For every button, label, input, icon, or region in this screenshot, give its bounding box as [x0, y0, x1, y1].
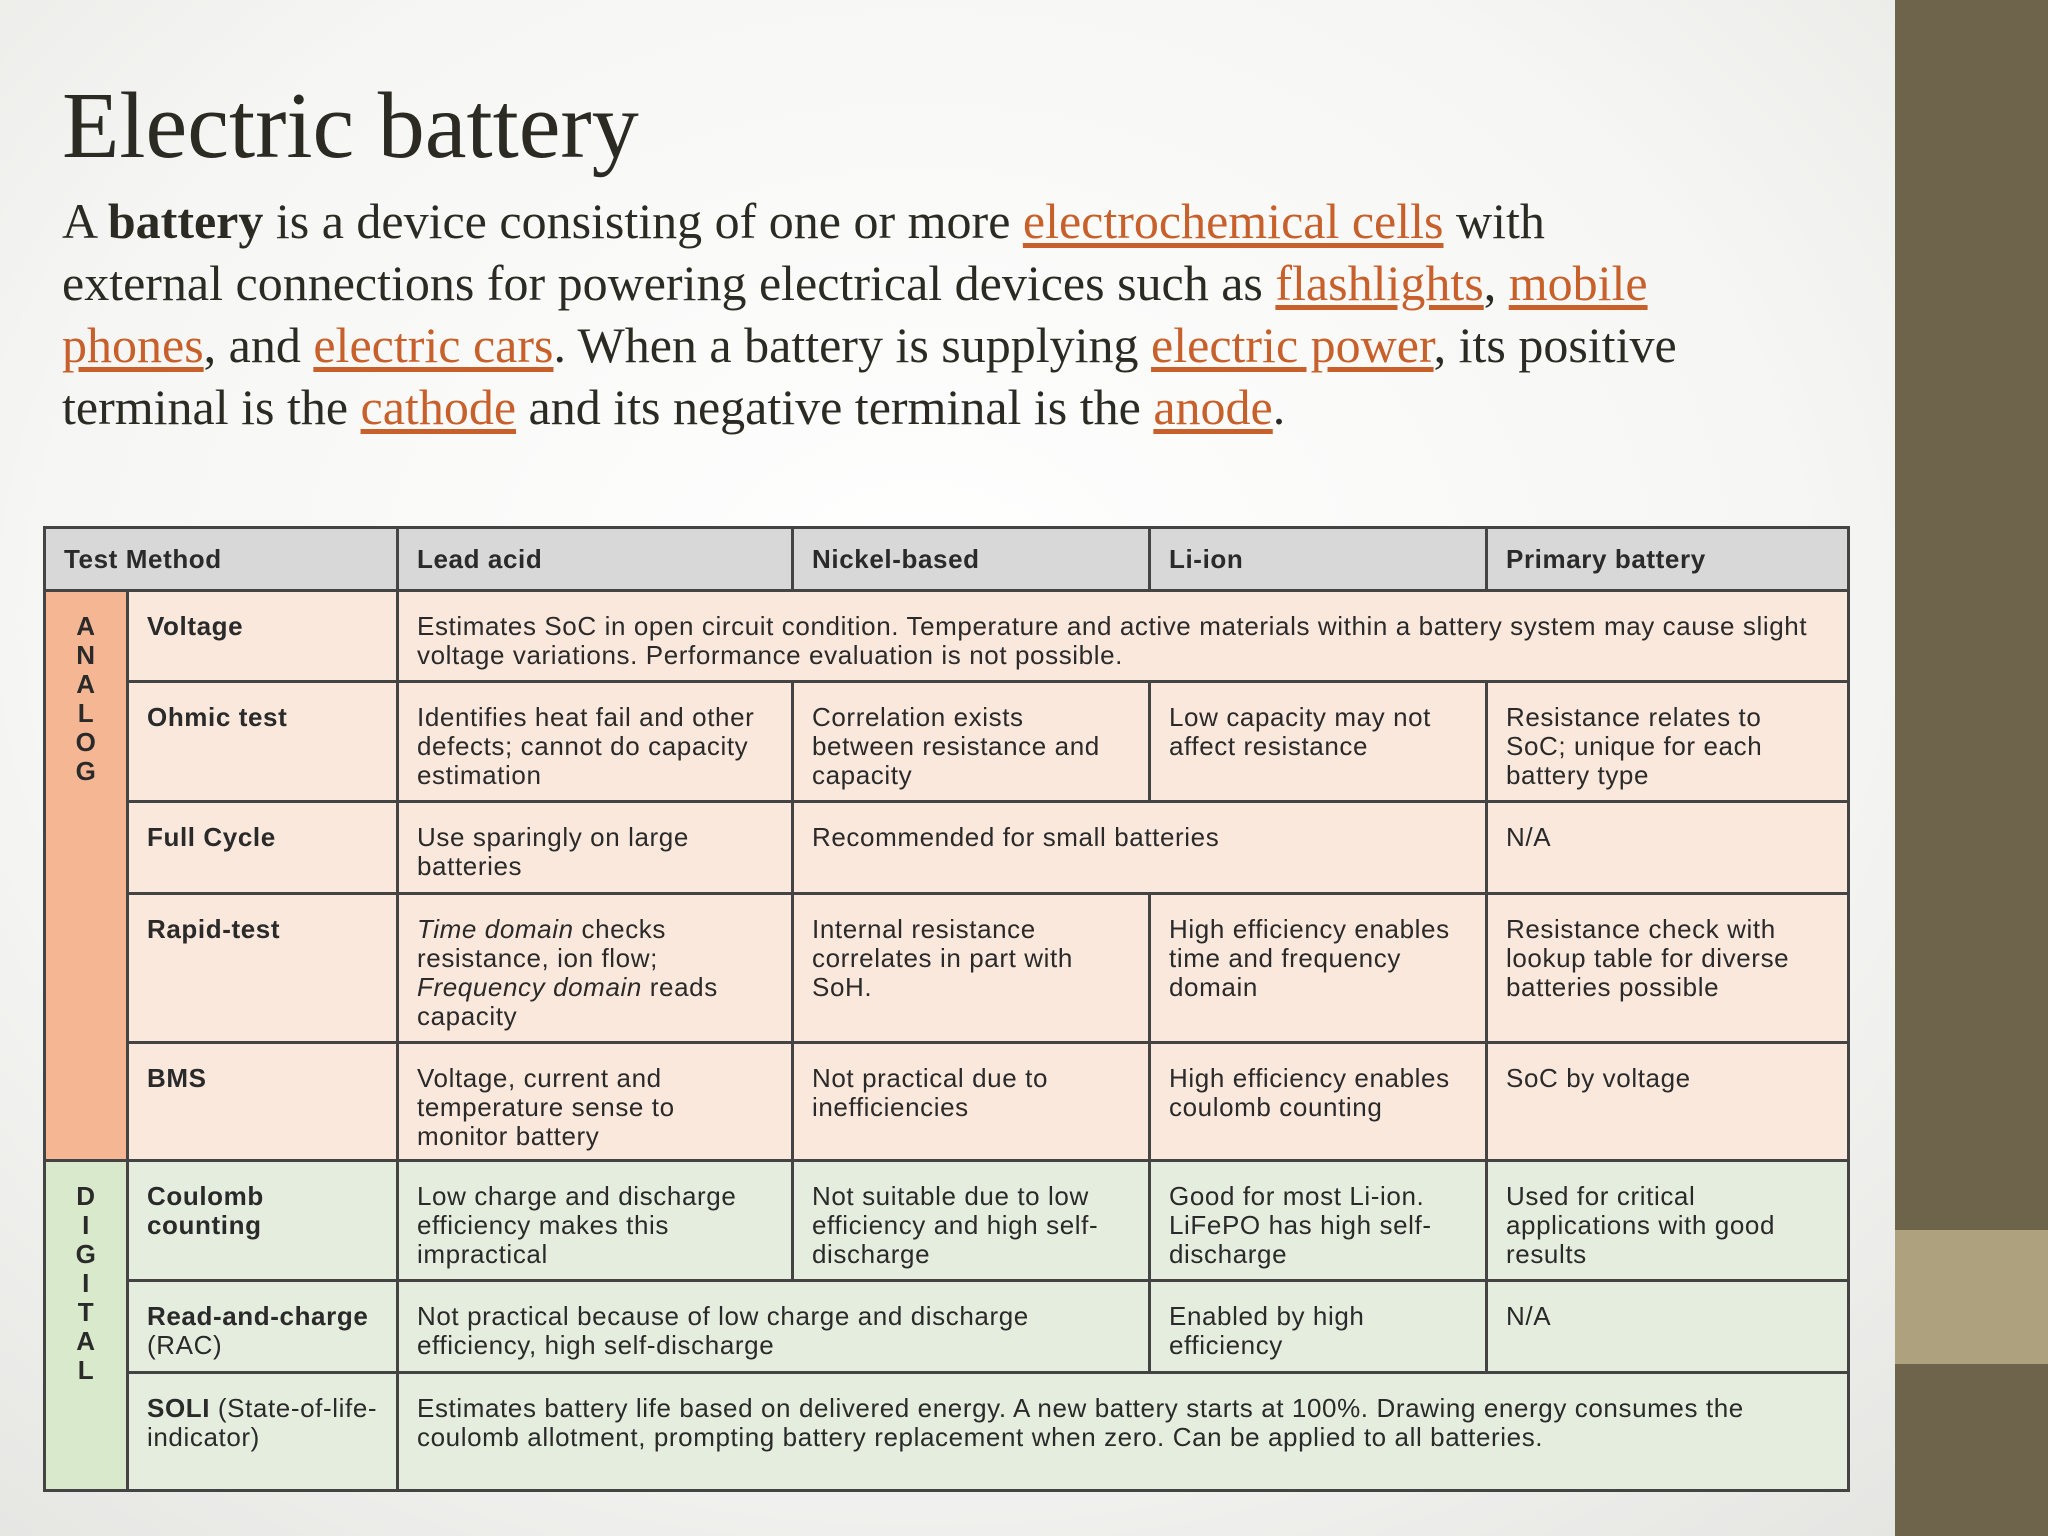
- table-row-bms: [45, 1042, 1849, 1160]
- header-li-ion: Li-ion: [1150, 528, 1487, 591]
- group-label-letter: A: [76, 1325, 96, 1356]
- link-cathode[interactable]: cathode: [360, 379, 517, 435]
- table-row-coulomb-counting: [45, 1160, 1849, 1280]
- slide-title: Electric battery: [62, 74, 639, 178]
- intro-text: ,: [1483, 255, 1509, 311]
- cell-rapid-nickel: Internal resistance correlates in part with SoH.: [793, 894, 1150, 1042]
- cell-rac-primary: N/A: [1487, 1280, 1849, 1372]
- intro-text: . When a battery is supplying: [553, 317, 1152, 373]
- cell-rac-liion: Enabled by high efficiency: [1150, 1280, 1487, 1372]
- group-label-letter: D: [76, 1180, 96, 1211]
- group-label-letter: G: [75, 1238, 97, 1269]
- intro-text: , and: [203, 317, 314, 373]
- method-bms: BMS: [128, 1042, 398, 1160]
- method-soli: [128, 1372, 398, 1490]
- soli-method-bold: SOLI: [147, 1392, 211, 1423]
- method-full-cycle: Full Cycle: [128, 802, 398, 894]
- cell-ohmic-primary: Resistance relates to SoC; unique for each battery type: [1487, 682, 1849, 802]
- group-label-letter: I: [82, 1209, 90, 1240]
- digital-group-label: [45, 1160, 128, 1490]
- table-row-soli: [45, 1372, 1849, 1490]
- method-rapid-test: Rapid-test: [128, 894, 398, 1042]
- cell-fullcycle-lead: Use sparingly on large batteries: [398, 802, 793, 894]
- header-lead-acid: Lead acid: [398, 528, 793, 591]
- cell-coulomb-liion: Good for most Li-ion. LiFePO has high self-discharge: [1150, 1160, 1487, 1280]
- cell-soli-all: Estimates battery life based on delivered energy. A new battery starts at 100%. Drawing energy consumes the coulomb allotment, prompting battery replacement when zero. Can be applied to all batteries.: [398, 1372, 1849, 1490]
- sidebar-accent-block: [1895, 1230, 2048, 1364]
- cell-rapid-liion: High efficiency enables time and frequency domain: [1150, 894, 1487, 1042]
- table-header-row: [45, 528, 1849, 591]
- group-label-letter: O: [75, 727, 97, 758]
- cell-bms-liion: High efficiency enables coulomb counting: [1150, 1042, 1487, 1160]
- group-label-letter: L: [77, 1354, 95, 1385]
- intro-text: and its negative terminal is the: [516, 379, 1154, 435]
- group-label-letter: I: [82, 1267, 90, 1298]
- intro-paragraph: [62, 190, 1682, 438]
- group-label-letter: T: [77, 1296, 95, 1327]
- digital-vertical-text: [64, 1182, 108, 1385]
- link-electrochemical-cells[interactable]: electrochemical cells: [1022, 193, 1444, 249]
- link-anode[interactable]: anode: [1153, 379, 1273, 435]
- table-row-rac: [45, 1280, 1849, 1372]
- header-primary-battery: Primary battery: [1487, 528, 1849, 591]
- rapid-lead-italic: Frequency domain: [417, 972, 642, 1003]
- header-nickel-based: Nickel-based: [793, 528, 1150, 591]
- analog-vertical-text: [64, 612, 108, 786]
- cell-voltage-all: Estimates SoC in open circuit condition. Temperature and active materials within a battery system may cause slight voltage variations. Performance evaluation is not possible.: [398, 591, 1849, 682]
- rapid-lead-text: reads capacity: [417, 972, 718, 1032]
- group-label-letter: N: [76, 640, 96, 671]
- rapid-lead-italic: Time domain: [417, 914, 574, 945]
- link-flashlights[interactable]: flashlights: [1275, 255, 1484, 311]
- analog-group-label: [45, 591, 128, 1161]
- cell-coulomb-lead: Low charge and discharge efficiency makes this impractical: [398, 1160, 793, 1280]
- intro-text: A: [62, 193, 108, 249]
- link-electric-cars[interactable]: electric cars: [313, 317, 554, 373]
- group-label-letter: L: [77, 698, 95, 729]
- cell-ohmic-lead: Identifies heat fail and other defects; cannot do capacity estimation: [398, 682, 793, 802]
- cell-rapid-lead: [398, 894, 793, 1042]
- header-test-method: Test Method: [45, 528, 398, 591]
- method-coulomb-counting: Coulomb counting: [128, 1160, 398, 1280]
- battery-test-methods-table: [43, 526, 1850, 1492]
- cell-coulomb-nickel: Not suitable due to low efficiency and high self-discharge: [793, 1160, 1150, 1280]
- method-ohmic-test: Ohmic test: [128, 682, 398, 802]
- cell-bms-primary: SoC by voltage: [1487, 1042, 1849, 1160]
- rac-method-suffix: (RAC): [147, 1329, 223, 1360]
- group-label-letter: A: [76, 611, 96, 642]
- method-voltage: Voltage: [128, 591, 398, 682]
- intro-bold-term: battery: [107, 193, 264, 249]
- method-read-and-charge: [128, 1280, 398, 1372]
- group-label-letter: G: [75, 756, 97, 787]
- table-row-voltage: [45, 591, 1849, 682]
- soli-method-suffix: (State-of-life-indicator): [147, 1392, 378, 1452]
- intro-text: , its positive terminal is the: [62, 317, 1677, 435]
- table-row-ohmic: [45, 682, 1849, 802]
- intro-text: is a device consisting of one or more: [263, 193, 1023, 249]
- link-mobile-phones[interactable]: mobile phones: [62, 255, 1648, 373]
- rac-method-bold: Read-and-charge: [147, 1300, 369, 1331]
- table-row-full-cycle: [45, 802, 1849, 894]
- table-row-rapid-test: [45, 894, 1849, 1042]
- cell-coulomb-primary: Used for critical applications with good results: [1487, 1160, 1849, 1280]
- cell-bms-lead: Voltage, current and temperature sense to monitor battery: [398, 1042, 793, 1160]
- cell-ohmic-nickel: Correlation exists between resistance and capacity: [793, 682, 1150, 802]
- group-label-letter: A: [76, 669, 96, 700]
- link-electric-power[interactable]: electric power: [1151, 317, 1434, 373]
- cell-ohmic-liion: Low capacity may not affect resistance: [1150, 682, 1487, 802]
- cell-fullcycle-nickel-liion: Recommended for small batteries: [793, 802, 1487, 894]
- rapid-lead-text: checks resistance, ion flow;: [417, 914, 666, 974]
- cell-fullcycle-primary: N/A: [1487, 802, 1849, 894]
- cell-rac-lead-nickel: Not practical because of low charge and discharge efficiency, high self-discharge: [398, 1280, 1150, 1372]
- intro-text: .: [1272, 379, 1286, 435]
- cell-rapid-primary: Resistance check with lookup table for diverse batteries possible: [1487, 894, 1849, 1042]
- intro-text: with external connections for powering electrical devices such as: [62, 193, 1545, 311]
- cell-bms-nickel: Not practical due to inefficiencies: [793, 1042, 1150, 1160]
